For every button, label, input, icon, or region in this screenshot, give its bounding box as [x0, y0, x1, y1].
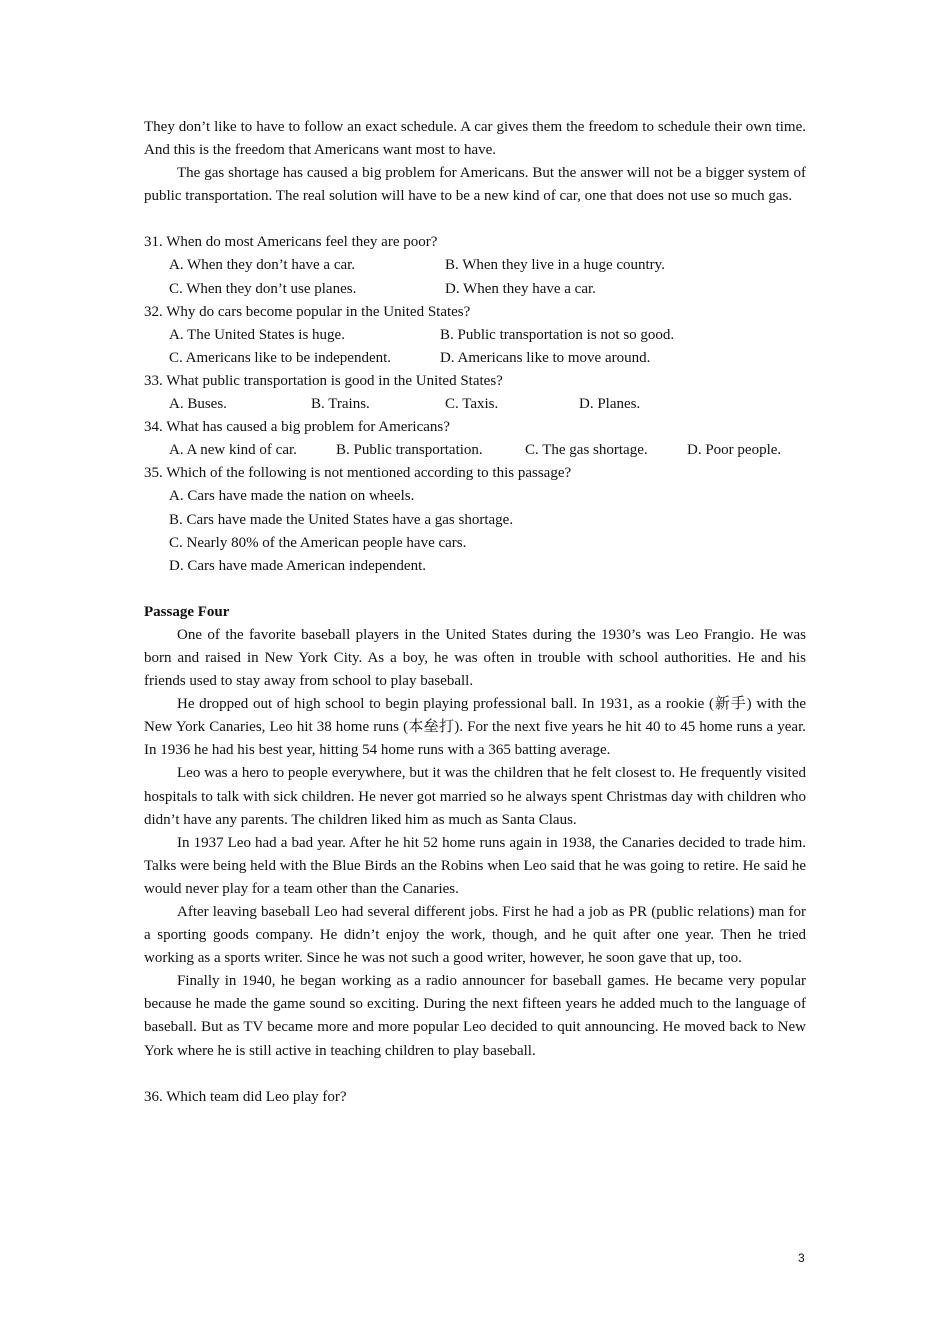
- option-c: C. When they don’t use planes.: [169, 280, 357, 297]
- question-34: 34. What has caused a big problem for Americans?: [144, 419, 450, 436]
- question-33-options: [144, 393, 806, 416]
- option-c: C. Americans like to be independent.: [169, 349, 392, 366]
- passage-four-paragraph: Leo was a hero to people everywhere, but it was the children that he felt closest to. He frequently visited hospitals to talk with sick children. He never got married so he always spent Christmas day with children who didn’t have any parents. The children liked him as much as Santa Claus.: [144, 765, 806, 828]
- question-31: 31. When do most Americans feel they are poor?: [144, 234, 438, 251]
- passage-four-paragraph: After leaving baseball Leo had several different jobs. First he had a job as PR (public relations) man for a sporting goods company. He didn’t enjoy the work, though, and he quit after one year. Then he tried working as a sports writer. Since he was not such a good writer, however, he soon gave that up, too.: [144, 904, 806, 967]
- page-content: [144, 116, 806, 1109]
- question-35-options: [144, 485, 806, 577]
- option-b: B. Trains.: [311, 396, 370, 413]
- question-33: 33. What public transportation is good in the United States?: [144, 372, 503, 389]
- question-36: 36. Which team did Leo play for?: [144, 1088, 347, 1105]
- question-32: 32. Why do cars become popular in the United States?: [144, 303, 471, 320]
- passage-four-paragraph: He dropped out of high school to begin playing professional ball. In 1931, as a rookie (新手) with the New York Canaries, Leo hit 38 home runs (本垒打). For the next five years he hit 40 to 45 home runs a year. In 1936 he had his best year, hitting 54 home runs with a 365 batting average.: [144, 696, 806, 759]
- passage-three-paragraph: They don’t like to have to follow an exact schedule. A car gives them the freedom to schedule their own time. And this is the freedom that Americans want most to have.: [144, 119, 806, 159]
- option-c: C. The gas shortage.: [525, 442, 648, 459]
- question-32-options: [144, 324, 806, 370]
- passage-four-paragraph: One of the favorite baseball players in the United States during the 1930’s was Leo Frangio. He was born and raised in New York City. As a boy, he was often in trouble with school authorities. He and his friends used to stay away from school to play baseball.: [144, 626, 806, 690]
- option-d: D. Planes.: [579, 396, 641, 413]
- passage-four-heading: Passage Four: [144, 603, 230, 620]
- passage-four-paragraph: Finally in 1940, he began working as a radio announcer for baseball games. He became very popular because he made the game sound so exciting. During the next fifteen years he added much to the language of baseball. But as TV became more and more popular Leo decided to quit announcing. He moved back to New York where he is still active in teaching children to play baseball.: [144, 973, 806, 1059]
- option-a: A. A new kind of car.: [169, 442, 297, 459]
- option-c: C. Taxis.: [445, 396, 499, 413]
- option-d: D. Cars have made American independent.: [169, 557, 426, 574]
- option-b: B. Public transportation.: [336, 442, 483, 459]
- question-35: 35. Which of the following is not mentioned according to this passage?: [144, 465, 572, 482]
- passage-four-paragraph: In 1937 Leo had a bad year. After he hit 52 home runs again in 1938, the Canaries decided to trade him. Talks were being held with the Blue Birds an the Robins when Leo said that he was going to retire. He said he would never play for a team other than the Canaries.: [144, 834, 806, 897]
- option-a: A. When they don’t have a car.: [169, 257, 356, 274]
- option-a: A. Buses.: [169, 396, 227, 413]
- question-31-options: [144, 254, 806, 300]
- option-a: A. Cars have made the nation on wheels.: [169, 488, 415, 505]
- option-c: C. Nearly 80% of the American people have cars.: [169, 534, 467, 551]
- passage-three-paragraph: The gas shortage has caused a big problem for Americans. But the answer will not be a bigger system of public transportation. The real solution will have to be a new kind of car, one that does not use so much gas.: [144, 165, 806, 205]
- page-number: 3: [798, 1251, 805, 1265]
- question-34-options: [144, 439, 806, 462]
- option-d: D. When they have a car.: [445, 280, 596, 297]
- option-b: B. Public transportation is not so good.: [440, 326, 675, 343]
- option-b: B. When they live in a huge country.: [445, 257, 665, 274]
- option-d: D. Americans like to move around.: [440, 349, 651, 366]
- option-d: D. Poor people.: [687, 442, 782, 459]
- option-b: B. Cars have made the United States have a gas shortage.: [169, 511, 514, 528]
- option-a: A. The United States is huge.: [169, 326, 345, 343]
